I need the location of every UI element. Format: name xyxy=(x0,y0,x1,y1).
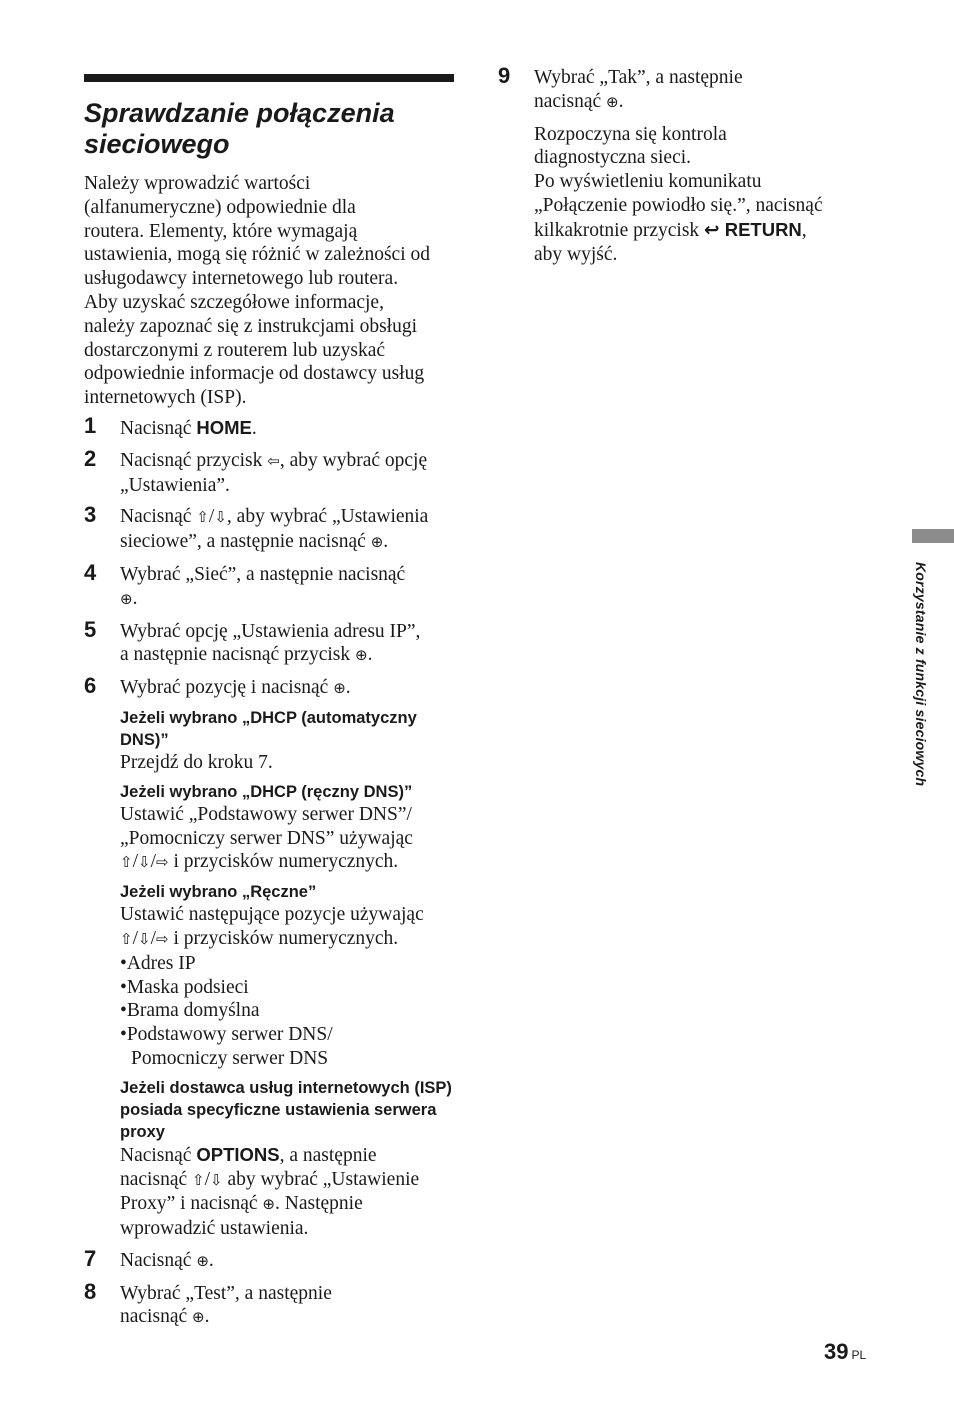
step-2: 2 Nacisnąć przycisk ⇦, aby wybrać opcję „Ustawienia”. xyxy=(84,445,428,496)
intro-line: internetowych (ISP). xyxy=(84,387,247,409)
enter-icon: ⊕ xyxy=(354,646,368,665)
left-column xyxy=(84,74,456,1330)
intro-line: odpowiednie informacje od dostawcy usług xyxy=(84,363,425,385)
intro-line: routera. Elementy, które wymagają xyxy=(84,220,358,242)
step-4: 4 Wybrać „Sieć”, a następnie nacisnąć ⊕. xyxy=(84,559,406,609)
enter-icon: ⊕ xyxy=(370,533,384,552)
step-number: 8 xyxy=(84,1278,97,1304)
intro-line: należy zapoznać się z instrukcjami obsługi xyxy=(84,315,418,337)
step-number: 9 xyxy=(498,63,511,88)
arrow-left-icon: ⇦ xyxy=(267,451,280,470)
enter-icon: ⊕ xyxy=(333,679,346,698)
intro-paragraph xyxy=(84,172,456,410)
intro-line: ustawienia, mogą się różnić w zależności od xyxy=(84,244,431,266)
step-3: 3 Nacisnąć ⇧/⇩, aby wybrać „Ustawienia sieciowe”, a następnie nacisnąć ⊕. xyxy=(84,502,429,553)
arrow-down-icon: ⇩ xyxy=(138,853,151,872)
enter-icon: ⊕ xyxy=(606,92,619,111)
title-rule xyxy=(84,74,454,82)
intro-line: (alfanumeryczne) odpowiednie dla xyxy=(84,196,356,218)
enter-icon: ⊕ xyxy=(196,1251,209,1270)
enter-icon: ⊕ xyxy=(192,1308,205,1327)
list-item: •Podstawowy serwer DNS/ Pomocniczy serwer DNS xyxy=(120,1024,333,1069)
step-number: 5 xyxy=(84,616,97,642)
arrow-up-icon: ⇧ xyxy=(120,853,133,872)
intro-line: dostarczonymi z routerem lub uzyskać xyxy=(84,339,386,361)
arrow-up-icon: ⇧ xyxy=(120,929,133,948)
step-5: 5 Wybrać opcję „Ustawienia adresu IP”, a następnie nacisnąć przycisk ⊕. xyxy=(84,616,421,666)
step-8: 8 Wybrać „Test”, a następnie nacisnąć ⊕. xyxy=(84,1278,332,1328)
subheading-proxy: Jeżeli dostawca usług internetowych (ISP) posiada specyficzne ustawienia serwera proxy xyxy=(120,1078,452,1141)
arrow-down-icon: ⇩ xyxy=(138,929,151,948)
list-item: •Brama domyślna xyxy=(120,1000,260,1022)
return-icon: ↩ xyxy=(704,218,720,240)
arrow-up-icon: ⇧ xyxy=(196,508,209,527)
arrow-down-icon: ⇩ xyxy=(210,1170,223,1189)
step-number: 4 xyxy=(84,559,97,585)
intro-line: Należy wprowadzić wartości xyxy=(84,173,311,194)
options-key-label: OPTIONS xyxy=(196,1143,280,1165)
enter-icon: ⊕ xyxy=(120,589,133,608)
step-6: 6 Wybrać pozycję i nacisnąć ⊕. Jeżeli wybrano „DHCP (automatyczny DNS)” Przejdź do kroku 7. Jeżeli wybrano „DHCP (ręczny DNS)” Ustawić „Podstawowy serwer DNS”/ „Pomocniczy serwer DNS” używając ⇧/⇩/⇨ i przycisków numerycznych. Jeżeli wybrano „Ręczne” Ustawić następujące pozycje używając ⇧/⇩/⇨ i przycisków numerycznych. •Adres IP •Maska podsieci •Brama domyślna •Podstawowy serwer DNS/ Pomocniczy serwer DNS Jeżeli dostawca usług internetowych (ISP) posiada specyficzne ustawienia serwera proxy Nacisnąć OPTIONS, a następnie nacisnąć ⇧/⇩ aby wybrać „Ustawienie Proxy” i nacisnąć ⊕. Następnie wprowadzić ustawienia. xyxy=(84,676,456,1241)
subheading-dhcp-auto: Jeżeli wybrano „DHCP (automatyczny DNS)” xyxy=(120,708,417,749)
intro-line: usługodawcy internetowego lub routera. xyxy=(84,268,399,290)
home-key-label: HOME xyxy=(196,416,252,438)
step-1: 1 Nacisnąć HOME. xyxy=(84,412,257,439)
list-item: •Adres IP xyxy=(120,952,196,974)
side-tab-marker xyxy=(912,529,954,543)
arrow-right-icon: ⇨ xyxy=(156,853,169,872)
step-number: 6 xyxy=(84,673,97,699)
arrow-right-icon: ⇨ xyxy=(156,929,169,948)
title-line-1: Sprawdzanie połączenia xyxy=(84,98,395,128)
subheading-manual: Jeżeli wybrano „Ręczne” xyxy=(120,883,317,902)
title-line-2: sieciowego xyxy=(84,129,230,159)
intro-line: Aby uzyskać szczegółowe informacje, xyxy=(84,291,384,313)
step-number: 2 xyxy=(84,445,97,471)
step-number: 3 xyxy=(84,502,97,528)
arrow-up-icon: ⇧ xyxy=(192,1170,205,1189)
return-key-label: ↩ RETURN xyxy=(704,218,802,240)
subheading-dhcp-manual: Jeżeli wybrano „DHCP (ręczny DNS)” xyxy=(120,782,413,801)
arrow-down-icon: ⇩ xyxy=(214,508,227,527)
step-7: 7 Nacisnąć ⊕. xyxy=(84,1245,214,1271)
list-item: •Maska podsieci xyxy=(120,976,249,998)
page-title xyxy=(84,98,456,160)
side-tab-label: Korzystanie z funkcji sieciowych xyxy=(913,562,929,787)
page-number: 39 PL xyxy=(824,1339,867,1364)
right-column xyxy=(498,63,858,266)
step-number: 1 xyxy=(84,412,97,438)
step-number: 7 xyxy=(84,1245,97,1271)
enter-icon: ⊕ xyxy=(262,1195,275,1214)
step-9: 9 Wybrać „Tak”, a następnie nacisnąć ⊕. Rozpoczyna się kontrola diagnostyczna sieci. Po wyświetleniu komunikatu „Połączenie powiodło się.”, nacisnąć kilkakrotnie przycisk ↩ RETURN, aby wyjść. xyxy=(498,63,823,265)
